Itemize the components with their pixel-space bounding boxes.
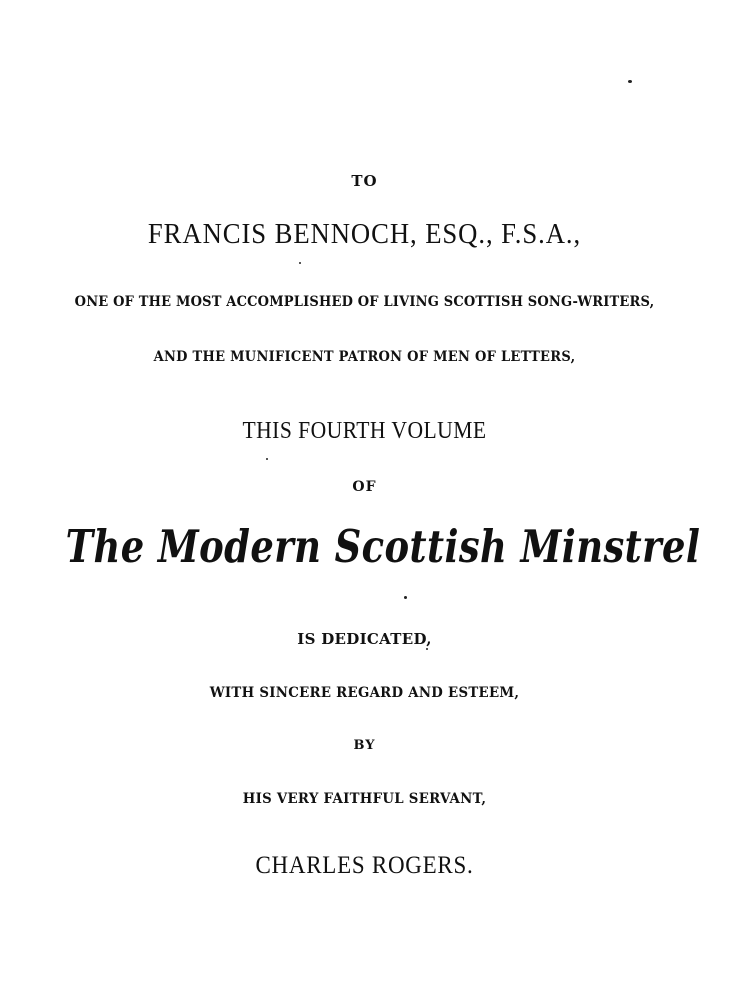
dedicatee-name: FRANCIS BENNOCH, ESQ., F.S.A., xyxy=(147,218,582,250)
scan-speck xyxy=(299,262,301,264)
is-dedicated-line: IS DEDICATED, xyxy=(297,630,432,648)
dedicatee-description-line-2: AND THE MUNIFICENT PATRON OF MEN OF LETTERS, xyxy=(153,349,576,365)
dedicatee-description-line-1: ONE OF THE MOST ACCOMPLISHED OF LIVING SCOTTISH SONG-WRITERS, xyxy=(74,294,655,310)
author-name: CHARLES ROGERS. xyxy=(255,852,474,879)
scan-speck xyxy=(628,80,632,83)
volume-line: THIS FOURTH VOLUME xyxy=(242,418,487,444)
scan-speck xyxy=(404,596,407,599)
by-line: BY xyxy=(353,738,376,753)
dedication-to: TO xyxy=(351,172,378,190)
scan-speck xyxy=(426,648,428,650)
of-line: OF xyxy=(352,479,377,495)
work-title: The Modern Scottish Minstrel xyxy=(65,520,701,573)
regard-line: WITH SINCERE REGARD AND ESTEEM, xyxy=(209,685,520,701)
servant-line: HIS VERY FAITHFUL SERVANT, xyxy=(242,791,487,807)
scan-speck xyxy=(266,458,268,460)
